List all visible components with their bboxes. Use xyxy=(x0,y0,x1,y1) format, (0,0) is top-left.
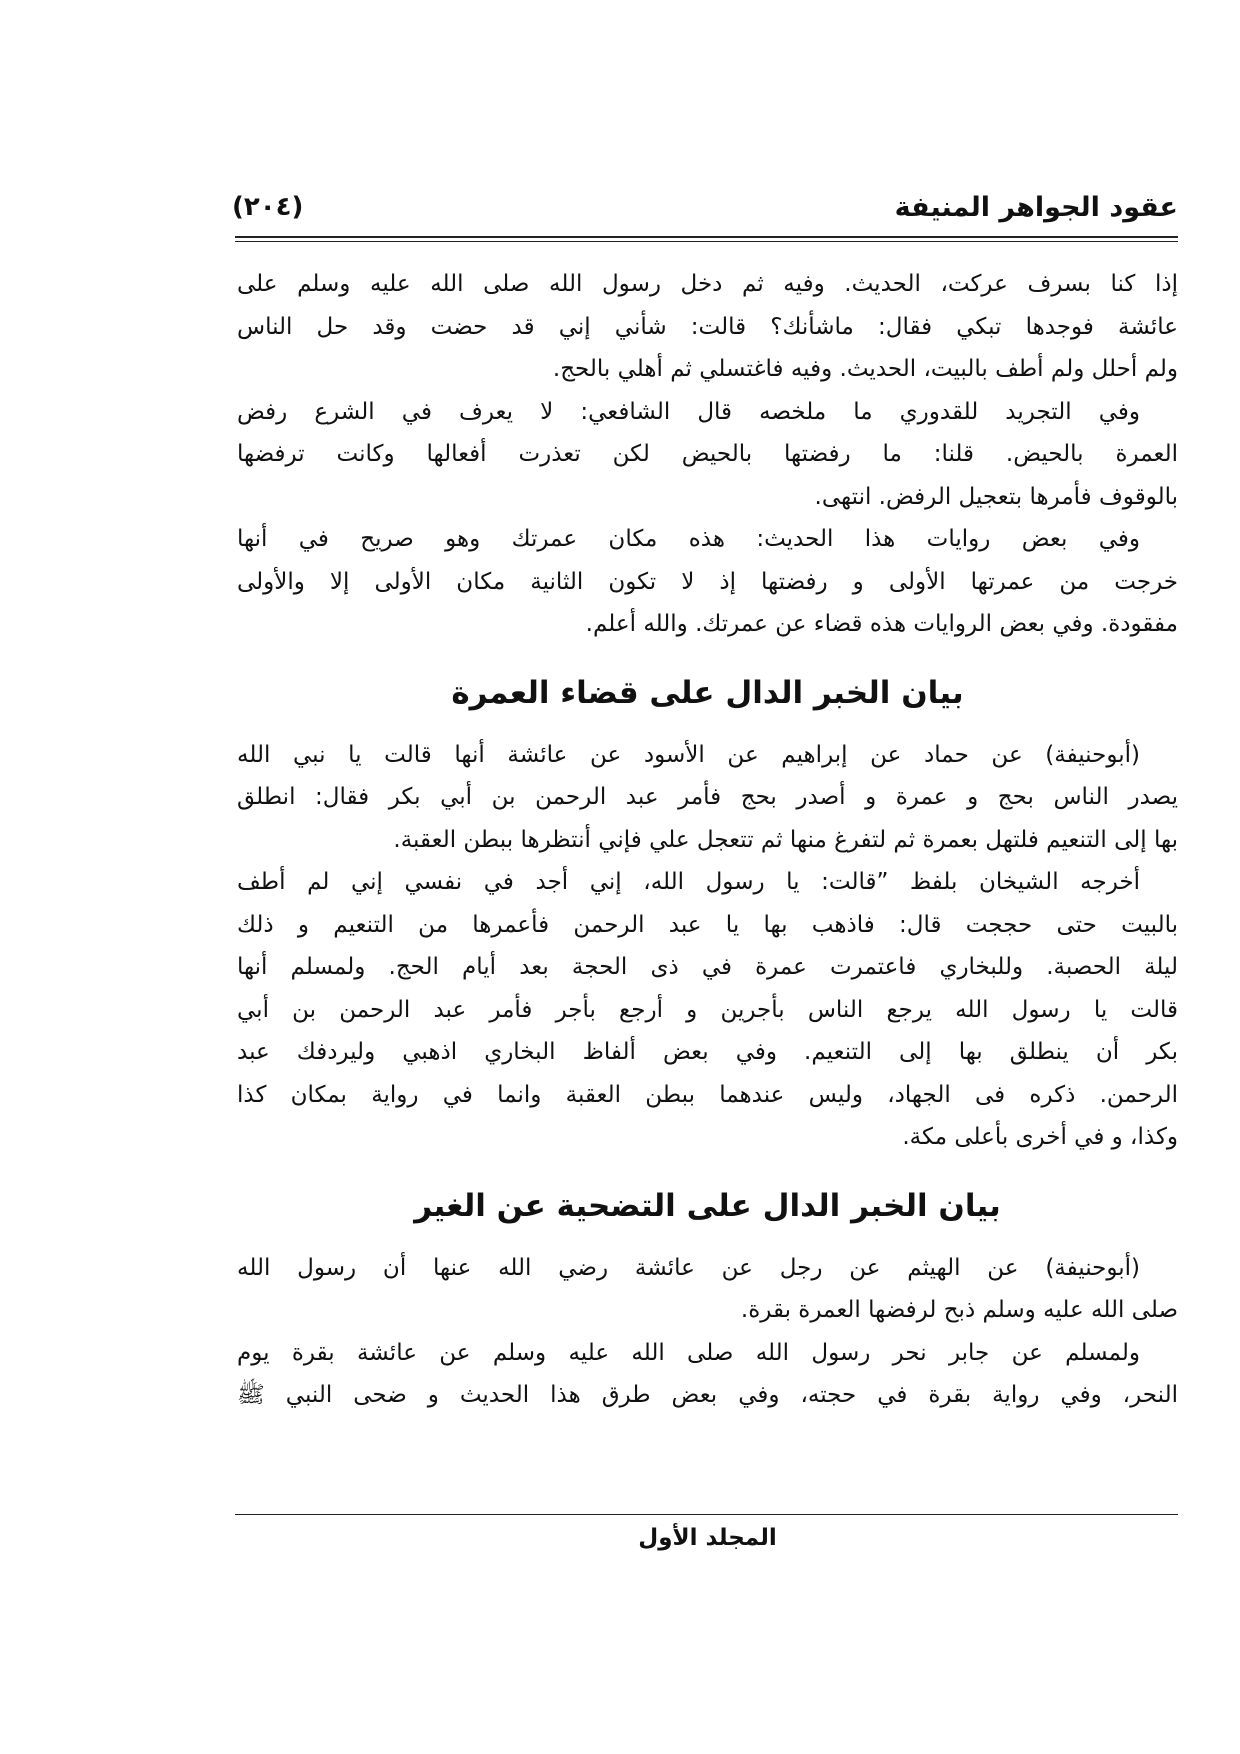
running-header-title: عقود الجواهر المنيفة xyxy=(894,192,1178,223)
text-line: بكر أن ينطلق بها إلى التنعيم. وفي بعض ألفاظ البخاري اذهبي وليردفك عبد xyxy=(237,1039,1178,1065)
section-heading: بيان الخبر الدال على التضحية عن الغير xyxy=(414,1187,1001,1224)
text-line: ولم أحلل ولم أطف بالبيت، الحديث. وفيه فاغتسلي ثم أهلي بالحج. xyxy=(552,356,1178,382)
text-line: عائشة فوجدها تبكي فقال: ماشأنك؟ قالت: شأني إني قد حضت وقد حل الناس xyxy=(237,313,1178,340)
text-line: قالت يا رسول الله يرجع الناس بأجرين و أرجع بأجر فأمر عبد الرحمن بن أبي xyxy=(237,996,1178,1023)
footer-volume-label: المجلد الأول xyxy=(638,1525,777,1551)
text-line: إذا كنا بسرف عركت، الحديث. وفيه ثم دخل رسول الله صلى الله عليه وسلم على xyxy=(237,271,1178,297)
header-rule-bottom xyxy=(235,241,1178,242)
footer-rule xyxy=(235,1514,1178,1515)
text-line: خرجت من عمرتها الأولى و رفضتها إذ لا تكون الثانية مكان الأولى إلا والأولى xyxy=(237,568,1178,595)
text-line: وفي التجريد للقدوري ما ملخصه قال الشافعي: لا يعرف في الشرع رفض xyxy=(237,398,1140,425)
text-line: وفي بعض روايات هذا الحديث: هذه مكان عمرتك وهو صريح في أنها xyxy=(237,526,1140,552)
text-line: صلى الله عليه وسلم ذبح لرفضها العمرة بقرة. xyxy=(740,1297,1178,1323)
section-heading: بيان الخبر الدال على قضاء العمرة xyxy=(451,674,964,711)
text-line: ولمسلم عن جابر نحر رسول الله صلى الله عليه وسلم عن عائشة بقرة يوم xyxy=(237,1339,1140,1366)
header-rule-top xyxy=(235,236,1178,238)
text-line: ليلة الحصبة. وللبخاري فاعتمرت عمرة في ذى الحجة بعد أيام الحج. ولمسلم أنها xyxy=(237,954,1178,980)
text-line: العمرة بالحيض. قلنا: ما رفضتها بالحيض لكن تعذرت أفعالها وكانت ترفضها xyxy=(237,441,1178,467)
text-line: بها إلى التنعيم فلتهل بعمرة ثم لتفرغ منها ثم تتعجل علي فإني أنتظرها ببطن العقبة. xyxy=(393,826,1178,853)
text-line: (أبوحنيفة) عن حماد عن إبراهيم عن الأسود عن عائشة أنها قالت يا نبي الله xyxy=(237,741,1140,768)
text-line: أخرجه الشيخان بلفظ ”قالت: يا رسول الله، إني أجد في نفسي إني لم أطف xyxy=(237,869,1140,895)
text-line: يصدر الناس بحج و عمرة و أصدر بحج فأمر عبد الرحمن بن أبي بكر فقال: انطلق xyxy=(237,784,1178,810)
page-number: (٢٠٤) xyxy=(232,192,304,222)
text-line: وكذا، و في أخرى بأعلى مكة. xyxy=(902,1124,1178,1150)
text-line: الرحمن. ذكره فى الجهاد، وليس عندهما ببطن العقبة وانما في رواية بمكان كذا xyxy=(237,1081,1178,1108)
text-line: مفقودة. وفي بعض الروايات هذه قضاء عن عمرتك. والله أعلم. xyxy=(585,611,1178,637)
text-line: بالبيت حتى حججت قال: فاذهب بها يا عبد الرحمن فأعمرها من التنعيم و ذلك xyxy=(237,911,1178,938)
text-line: (أبوحنيفة) عن الهيثم عن رجل عن عائشة رضي الله عنها أن رسول الله xyxy=(237,1254,1140,1281)
text-line: بالوقوف فأمرها بتعجيل الرفض. انتهى. xyxy=(814,483,1178,510)
text-line: النحر، وفي رواية بقرة في حجته، وفي بعض طرق هذا الحديث و ضحى النبي ﷺ xyxy=(237,1382,1178,1408)
